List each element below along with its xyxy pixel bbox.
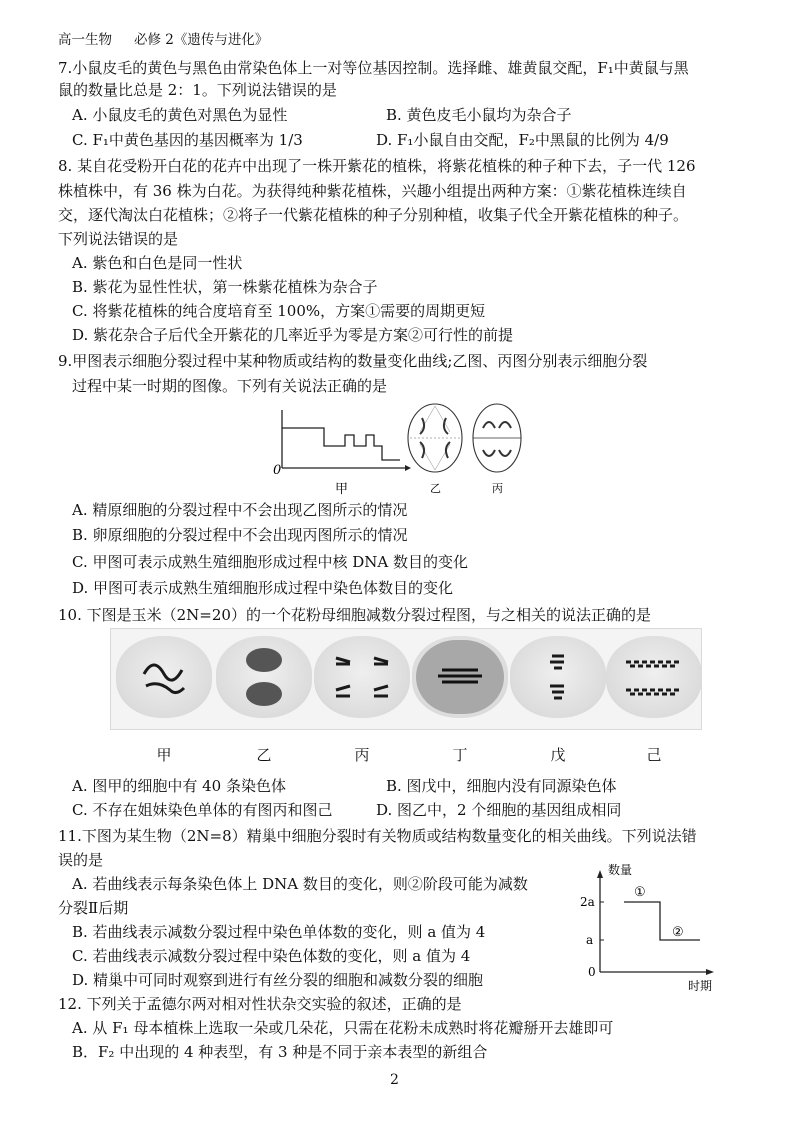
header-subject: 高一生物 — [58, 32, 112, 48]
q11-tick-2a: 2a — [580, 895, 595, 909]
q12-option-b: B．F₂ 中出现的 4 种表型，有 3 种是不同于亲本表型的新组合 — [72, 1043, 488, 1061]
q10-photo-yi — [216, 636, 312, 718]
bing-caption: 丙 — [492, 482, 503, 495]
q11-option-d: D. 精巢中可同时观察到进行有丝分裂的细胞和减数分裂的细胞 — [72, 971, 484, 989]
jia-curve-graph — [273, 410, 411, 497]
q8-stem-line3: 交，逐代淘汰白花植株；②将子一代紫花植株的种子分别种植，收集子代全开紫花植株的种子。 — [58, 206, 689, 224]
q9-stem-line2: 过程中某一时期的图像。下列有关说法正确的是 — [72, 377, 388, 395]
q10-photo-ding — [412, 636, 508, 718]
q10-label-ji: 己 — [646, 746, 662, 764]
page-number: 2 — [390, 1072, 399, 1088]
q11-option-b: B. 若曲线表示减数分裂过程中染色单体数的变化，则 a 值为 4 — [72, 923, 486, 941]
q12-stem: 12. 下列关于孟德尔两对相对性状杂交实验的叙述，正确的是 — [58, 995, 462, 1013]
q9-option-a: A. 精原细胞的分裂过程中不会出现乙图所示的情况 — [72, 501, 408, 519]
q7-option-d: D. F₁小鼠自由交配，F₂中黑鼠的比例为 4/9 — [376, 131, 669, 149]
q10-label-bing: 丙 — [354, 746, 370, 764]
q8-stem-line1: 8. 某自花受粉开白花的花卉中出现了一株开紫花的植株，将紫花植株的种子种下去，子一代 126 — [58, 157, 696, 175]
jia-caption: 甲 — [335, 482, 349, 497]
q10-option-b: B. 图戊中，细胞内没有同源染色体 — [386, 777, 617, 795]
q11-option-c: C. 若曲线表示减数分裂过程中染色体数的变化，则 a 值为 4 — [72, 947, 471, 965]
q10-photo-bing — [314, 636, 410, 718]
q7-stem-line2: 鼠的数量比总是 2：1。下列说法错误的是 — [58, 81, 337, 99]
q8-option-c: C. 将紫花植株的纯合度培育至 100%，方案①需要的周期更短 — [72, 302, 486, 320]
q11-stem-line2: 误的是 — [58, 851, 104, 869]
page-header — [58, 28, 290, 48]
q8-stem-line4: 下列说法错误的是 — [58, 230, 179, 248]
q10-label-wu: 戊 — [550, 746, 566, 764]
q8-stem-line2: 株植株中，有 36 株为白花。为获得纯种紫花植株，兴趣小组提出两种方案：①紫花植株连续自 — [58, 182, 687, 200]
bing-cell-diagram — [473, 404, 521, 495]
q11-origin: 0 — [588, 965, 596, 979]
q7-option-a: A. 小鼠皮毛的黄色对黑色为显性 — [72, 106, 288, 124]
q11-y-arrow — [597, 870, 603, 878]
q11-option-a-line2: 分裂Ⅱ后期 — [58, 899, 129, 917]
q12-option-a: A. 从 F₁ 母本植株上选取一朵或几朵花，只需在花粉未成熟时将花瓣掰开去雄即可 — [72, 1019, 614, 1037]
q10-photo-ji — [606, 636, 702, 718]
q10-option-a: A. 图甲的细胞中有 40 条染色体 — [72, 777, 286, 795]
q8-option-a: A. 紫色和白色是同一性状 — [72, 254, 243, 272]
q10-photo-jia — [116, 636, 212, 718]
q11-stem-line1: 11.下图为某生物（2N=8）精巢中细胞分裂时有关物质或结构数量变化的相关曲线。下列说法错 — [58, 827, 697, 845]
q7-stem-line1: 7.小鼠皮毛的黄色与黑色由常染色体上一对等位基因控制。选择雌、雄黄鼠交配，F₁中黄鼠与黑 — [58, 59, 689, 77]
q11-tick-a: a — [586, 933, 594, 947]
q11-mark-2: ② — [672, 925, 684, 940]
q10-option-d: D. 图乙中，2 个细胞的基因组成相同 — [376, 801, 622, 819]
q9-option-d: D. 甲图可表示成熟生殖细胞形成过程中染色体数目的变化 — [72, 579, 454, 597]
q11-mark-1: ① — [634, 885, 646, 900]
q11-ylabel: 数量 — [608, 863, 633, 877]
header-book: 必修 2《遗传与进化》 — [134, 32, 269, 48]
q11-xlabel: 时期 — [688, 979, 713, 993]
q9-option-b: B. 卵原细胞的分裂过程中不会出现丙图所示的情况 — [72, 526, 408, 544]
q10-option-c: C. 不存在姐妹染色单体的有图丙和图己 — [72, 801, 333, 819]
q9-figure — [270, 398, 540, 498]
q7-option-c: C. F₁中黄色基因的基因概率为 1/3 — [72, 131, 303, 149]
q10-label-jia: 甲 — [156, 746, 172, 764]
yi-cell-diagram — [408, 404, 462, 495]
jia-origin-label: 0 — [273, 463, 282, 478]
q10-label-yi: 乙 — [256, 746, 272, 764]
q7-option-b: B. 黄色皮毛小鼠均为杂合子 — [386, 106, 572, 124]
q8-option-d: D. 紫花杂合子后代全开紫花的几率近乎为零是方案②可行性的前提 — [72, 326, 514, 344]
q10-label-ding: 丁 — [452, 746, 468, 764]
q11-graph — [570, 860, 720, 1000]
q8-option-b: B. 紫花为显性性状，第一株紫花植株为杂合子 — [72, 278, 378, 296]
jia-x-arrow — [405, 465, 411, 471]
q9-stem-line1: 9.甲图表示细胞分裂过程中某种物质或结构的数量变化曲线;乙图、丙图分别表示细胞分裂 — [58, 352, 648, 370]
q11-curve — [624, 902, 700, 940]
yi-caption: 乙 — [430, 482, 441, 495]
q11-option-a-line1: A. 若曲线表示每条染色体上 DNA 数目的变化，则②阶段可能为减数 — [72, 875, 528, 893]
q10-stem: 10. 下图是玉米（2N=20）的一个花粉母细胞减数分裂过程图，与之相关的说法正确的是 — [58, 606, 651, 624]
q11-x-arrow — [706, 969, 714, 975]
q10-photo-wu — [510, 636, 606, 718]
jia-curve — [282, 428, 400, 460]
q9-option-c: C. 甲图可表示成熟生殖细胞形成过程中核 DNA 数目的变化 — [72, 553, 469, 571]
